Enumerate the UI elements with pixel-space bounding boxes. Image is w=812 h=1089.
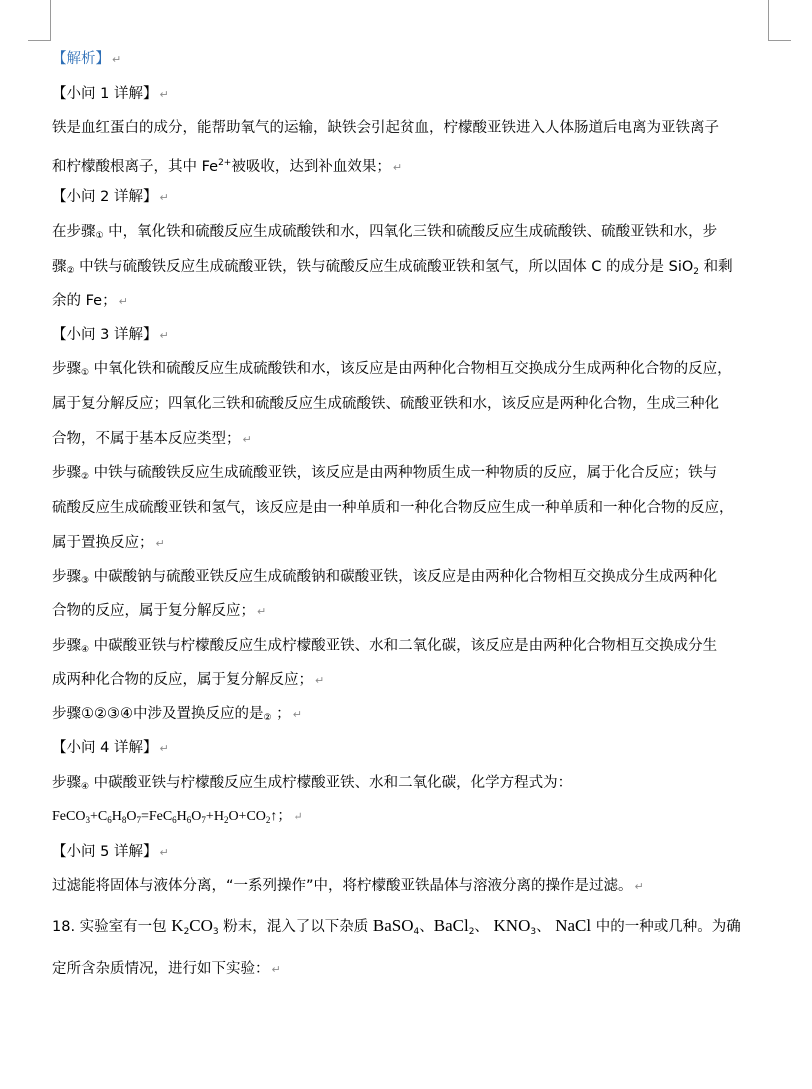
q2-line-2: 骤② 中铁与硫酸铁反应生成硫酸亚铁，铁与硫酸反应生成硫酸亚铁和氢气，所以固体 C 的成分是 SiO$_2$ 和剩: [52, 259, 733, 277]
q3-step1-line-1: 步骤① 中氧化铁和硫酸反应生成硫酸铁和水，该反应是由两种化合物相互交换成分生成两种化合物的反应，: [52, 361, 732, 378]
q3-step1-line-3: 合物，不属于基本反应类型； ↵: [52, 431, 252, 447]
q3-step4-line-1: 步骤④ 中碳酸亚铁与柠檬酸反应生成柠檬酸亚铁、水和二氧化碳，该反应是由两种化合物相互交换成分生: [52, 638, 718, 655]
q2-line-3: 余的 Fe； ↵: [52, 293, 128, 309]
q1-line-2: 和柠檬酸根离子，其中 $Fe^{2+}$被吸收，达到补血效果； ↵: [52, 158, 403, 175]
q4-line-1: 步骤④ 中碳酸亚铁与柠檬酸反应生成柠檬酸亚铁、水和二氧化碳，化学方程式为：: [52, 775, 573, 792]
q3-step4-line-2: 成两种化合物的反应，属于复分解反应； ↵: [52, 672, 325, 688]
q3-title: 【小问 3 详解】 ↵: [52, 327, 169, 343]
q5-title: 【小问 5 详解】 ↵: [52, 844, 169, 860]
q3-step3-line-1: 步骤③ 中碳酸钠与硫酸亚铁反应生成硫酸钠和碳酸亚铁，该反应是由两种化合物相互交换成分生成两种化: [52, 569, 718, 586]
question-18-line-1: 18. 实验室有一包 $K_2CO_3$ 粉末，混入了以下杂质 BaSO$_4$、BaCl$_2$、 $KNO_3$、 NaCl 中的一种或几种。为确: [52, 916, 741, 937]
q2-title: 【小问 2 详解】 ↵: [52, 189, 169, 205]
q1-line-1: 铁是血红蛋白的成分，能帮助氧气的运输，缺铁会引起贫血，柠檬酸亚铁进入人体肠道后电离为亚铁离子: [52, 120, 719, 136]
q5-line-1: 过滤能将固体与液体分离，“一系列操作”中，将柠檬酸亚铁晶体与溶液分离的操作是过滤。 ↵: [52, 878, 644, 894]
q3-summary: 步骤①②③④中涉及置换反应的是② ； ↵: [52, 706, 302, 723]
q3-step2-line-1: 步骤② 中铁与硫酸铁反应生成硫酸亚铁，该反应是由两种物质生成一种物质的反应，属于化合反应；铁与: [52, 465, 718, 482]
q2-line-1: 在步骤① 中，氧化铁和硫酸反应生成硫酸铁和水，四氧化三铁和硫酸反应生成硫酸铁、硫酸亚铁和水，步: [52, 224, 718, 241]
q1-title: 【小问 1 详解】 ↵: [52, 86, 169, 102]
q4-title: 【小问 4 详解】 ↵: [52, 740, 169, 756]
q3-step3-line-2: 合物的反应，属于复分解反应； ↵: [52, 603, 267, 619]
q3-step1-line-2: 属于复分解反应；四氧化三铁和硫酸反应生成硫酸铁、硫酸亚铁和水，该反应是两种化合物，生成三种化: [52, 396, 719, 412]
analysis-heading: 【解析】 ↵: [52, 51, 122, 67]
crop-mark-top-right: [768, 0, 791, 41]
q3-step2-line-2: 硫酸反应生成硫酸亚铁和氢气，该反应是由一种单质和一种化合物反应生成一种单质和一种化合物的反应，: [52, 500, 734, 516]
crop-mark-top-left: [28, 0, 51, 41]
question-18-line-2: 定所含杂质情况，进行如下实验： ↵: [52, 961, 281, 977]
q4-equation: $FeCO_3+C_6H_8O_7=FeC_6H_6O_7+H_2O+CO_2↑$； ↵: [52, 809, 303, 825]
q3-step2-line-3: 属于置换反应； ↵: [52, 535, 165, 551]
